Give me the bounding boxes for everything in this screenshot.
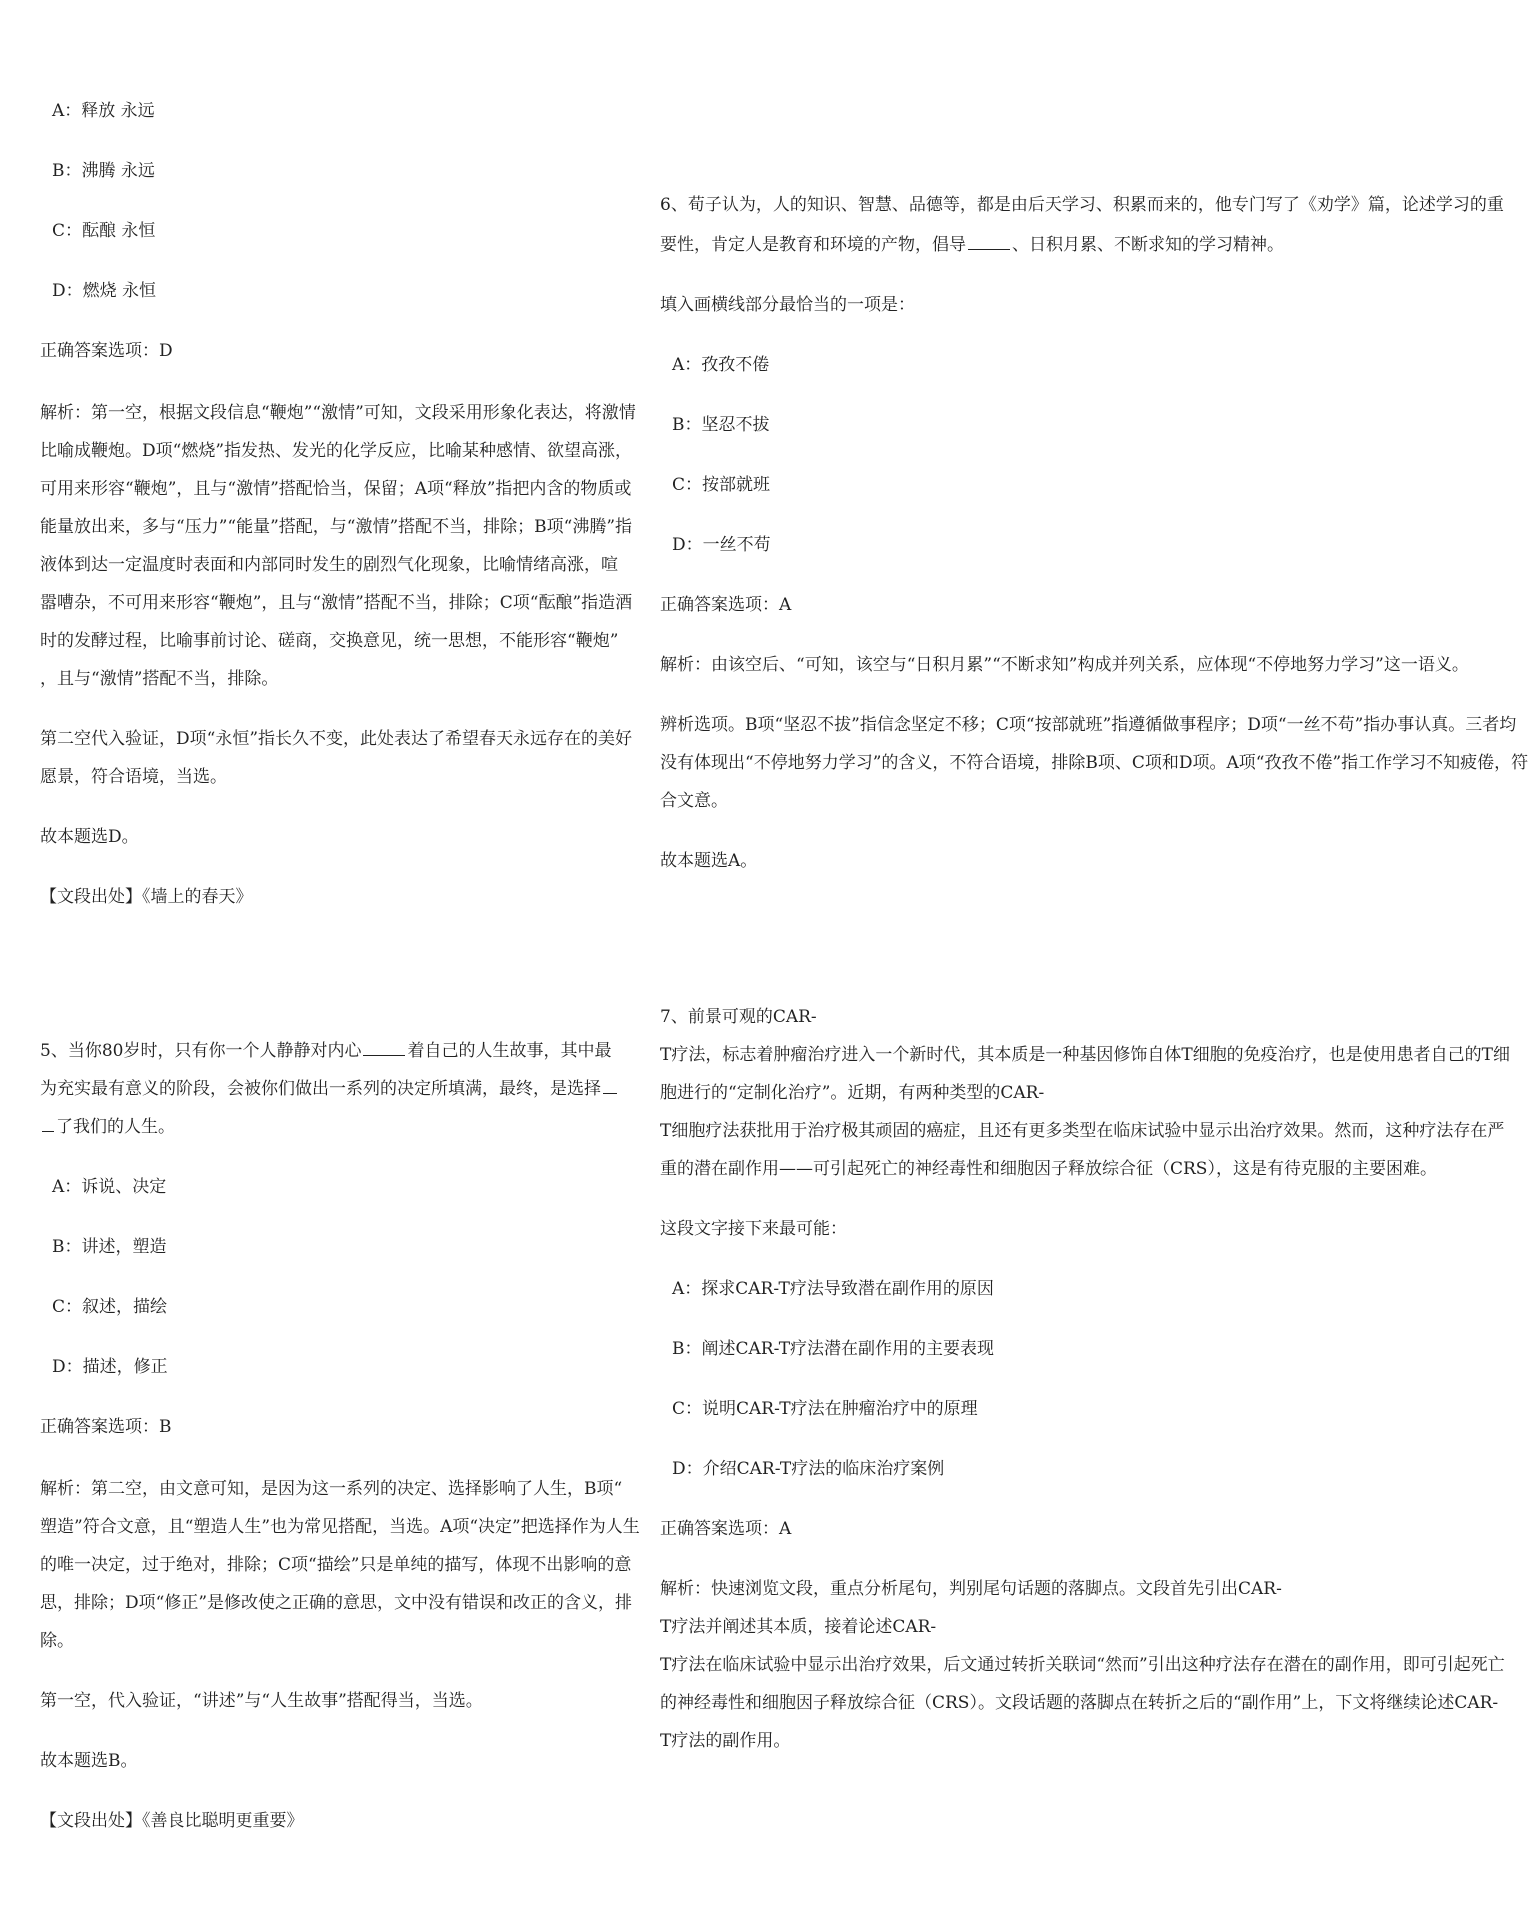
second-blank-line: 愿景，符合语境，当选。	[40, 767, 227, 787]
analysis-line: 解析：由该空后、“可知，该空与“日积月累”“不断求知”构成并列关系，应体现“不停地努力学习”这一语义。	[660, 655, 1469, 675]
conclusion: 故本题选D。	[40, 827, 139, 847]
source-line: 【文段出处】《墙上的春天》	[40, 887, 253, 907]
option-d: D：介绍CAR-T疗法的临床治疗案例	[672, 1459, 945, 1479]
question-stem	[40, 1108, 510, 1146]
option-a: A：诉说、决定	[52, 1177, 167, 1197]
conclusion: 故本题选A。	[660, 851, 758, 871]
question-stem	[40, 1032, 612, 1070]
stem-text: 为充实最有意义的阶段，会被你们做出一系列的决定所填满，最终，是选择	[40, 1079, 601, 1099]
question-prompt: 填入画横线部分最恰当的一项是：	[660, 295, 915, 315]
analysis-line: 解析：第二空，由文意可知，是因为这一系列的决定、选择影响了人生，B项“	[40, 1479, 623, 1499]
stem-text: 要性，肯定人是教育和环境的产物，倡导	[660, 235, 966, 255]
analysis-line: ，且与“激情”搭配不当，排除。	[40, 669, 279, 689]
analysis-line: 能量放出来，多与“压力”“能量”搭配，与“激情”搭配不当，排除；B项“沸腾”指	[40, 517, 633, 537]
option-c: C：叙述，描绘	[52, 1297, 168, 1317]
option-a: A：孜孜不倦	[672, 355, 770, 375]
question-stem: 7、前景可观的CAR-	[660, 1007, 817, 1027]
blank-line	[363, 1055, 405, 1056]
analysis-line: 的唯一决定，过于绝对，排除；C项“描绘”只是单纯的描写，体现不出影响的意	[40, 1555, 632, 1575]
question-stem	[660, 226, 1330, 264]
analysis-line: 解析：第一空，根据文段信息“鞭炮”“激情”可知，文段采用形象化表达，将激情	[40, 403, 636, 423]
question-stem: T疗法，标志着肿瘤治疗进入一个新时代，其本质是一种基因修饰自体T细胞的免疫治疗，也是使用患者自己的T细	[660, 1045, 1511, 1065]
analysis-line: 时的发酵过程，比喻事前讨论、磋商，交换意见，统一思想，不能形容“鞭炮”	[40, 631, 619, 651]
option-d: D：燃烧 永恒	[52, 281, 157, 301]
distinguish-line: 没有体现出“不停地努力学习”的含义，不符合语境，排除B项、C项和D项。A项“孜孜不倦”指工作学习不知疲倦，符	[660, 753, 1528, 773]
option-a: A：探求CAR-T疗法导致潜在副作用的原因	[672, 1279, 994, 1299]
stem-text: 了我们的人生。	[56, 1117, 175, 1137]
option-c: C：酝酿 永恒	[52, 221, 156, 241]
blank-line	[968, 249, 1010, 250]
analysis-line: 比喻成鞭炮。D项“燃烧”指发热、发光的化学反应，比喻某种感情、欲望高涨，	[40, 441, 633, 461]
option-b: B：沸腾 永远	[52, 161, 155, 181]
conclusion: 故本题选B。	[40, 1751, 138, 1771]
stem-text: 着自己的人生故事，其中最	[407, 1041, 612, 1061]
question-stem: T细胞疗法获批用于治疗极其顽固的癌症，且还有更多类型在临床试验中显示出治疗效果。然而，这种疗法存在严	[660, 1121, 1505, 1141]
question-prompt: 这段文字接下来最可能：	[660, 1219, 847, 1239]
analysis-line: T疗法并阐述其本质，接着论述CAR-	[660, 1617, 937, 1637]
analysis-line: 解析：快速浏览文段，重点分析尾句，判别尾句话题的落脚点。文段首先引出CAR-	[660, 1579, 1282, 1599]
analysis-line: 塑造”符合文意，且“塑造人生”也为常见搭配，当选。A项“决定”把选择作为人生	[40, 1517, 640, 1537]
option-b: B：讲述，塑造	[52, 1237, 167, 1257]
question-stem: 胞进行的“定制化治疗”。近期，有两种类型的CAR-	[660, 1083, 1045, 1103]
blank-line	[42, 1131, 54, 1132]
option-b: B：阐述CAR-T疗法潜在副作用的主要表现	[672, 1339, 995, 1359]
answer-line: 正确答案选项：B	[40, 1417, 172, 1437]
option-d: D：描述，修正	[52, 1357, 168, 1377]
answer-line: 正确答案选项：A	[660, 1519, 792, 1539]
question-stem: 重的潜在副作用——可引起死亡的神经毒性和细胞因子释放综合征（CRS），这是有待克服的主要困难。	[660, 1159, 1437, 1179]
blank-line	[603, 1093, 617, 1094]
question-stem: 6、荀子认为，人的知识、智慧、品德等，都是由后天学习、积累而来的，他专门写了《劝学》篇，论述学习的重	[660, 195, 1504, 215]
option-a: A：释放 永远	[52, 101, 155, 121]
stem-text: 5、当你80岁时，只有你一个人静静对内心	[40, 1041, 362, 1061]
analysis-line: 思，排除；D项“修正”是修改使之正确的意思，文中没有错误和改正的含义，排	[40, 1593, 633, 1613]
first-blank-line: 第一空，代入验证，“讲述”与“人生故事”搭配得当，当选。	[40, 1691, 483, 1711]
analysis-line: 的神经毒性和细胞因子释放综合征（CRS）。文段话题的落脚点在转折之后的“副作用”上，下文将继续论述CAR-	[660, 1693, 1499, 1713]
source-line: 【文段出处】《善良比聪明更重要》	[40, 1811, 304, 1831]
answer-line: 正确答案选项：D	[40, 341, 173, 361]
distinguish-line: 辨析选项。B项“坚忍不拔”指信念坚定不移；C项“按部就班”指遵循做事程序；D项“一丝不苟”指办事认真。三者均	[660, 715, 1517, 735]
analysis-line: 嚣嘈杂，不可用来形容“鞭炮”，且与“激情”搭配不当，排除；C项“酝酿”指造酒	[40, 593, 633, 613]
option-b: B：坚忍不拔	[672, 415, 770, 435]
second-blank-line: 第二空代入验证，D项“永恒”指长久不变，此处表达了希望春天永远存在的美好	[40, 729, 633, 749]
option-c: C：按部就班	[672, 475, 771, 495]
analysis-line: T疗法的副作用。	[660, 1731, 791, 1751]
analysis-line: 除。	[40, 1631, 74, 1651]
question-stem	[40, 1070, 601, 1108]
option-d: D：一丝不苟	[672, 535, 771, 555]
distinguish-line: 合文意。	[660, 791, 728, 811]
analysis-line: 可用来形容“鞭炮”，且与“激情”搭配恰当，保留；A项“释放”指把内含的物质或	[40, 479, 632, 499]
option-c: C：说明CAR-T疗法在肿瘤治疗中的原理	[672, 1399, 978, 1419]
analysis-line: 液体到达一定温度时表面和内部同时发生的剧烈气化现象，比喻情绪高涨，喧	[40, 555, 618, 575]
stem-text: 、日积月累、不断求知的学习精神。	[1012, 235, 1284, 255]
answer-line: 正确答案选项：A	[660, 595, 792, 615]
analysis-line: T疗法在临床试验中显示出治疗效果，后文通过转折关联词“然而”引出这种疗法存在潜在的副作用，即可引起死亡	[660, 1655, 1505, 1675]
